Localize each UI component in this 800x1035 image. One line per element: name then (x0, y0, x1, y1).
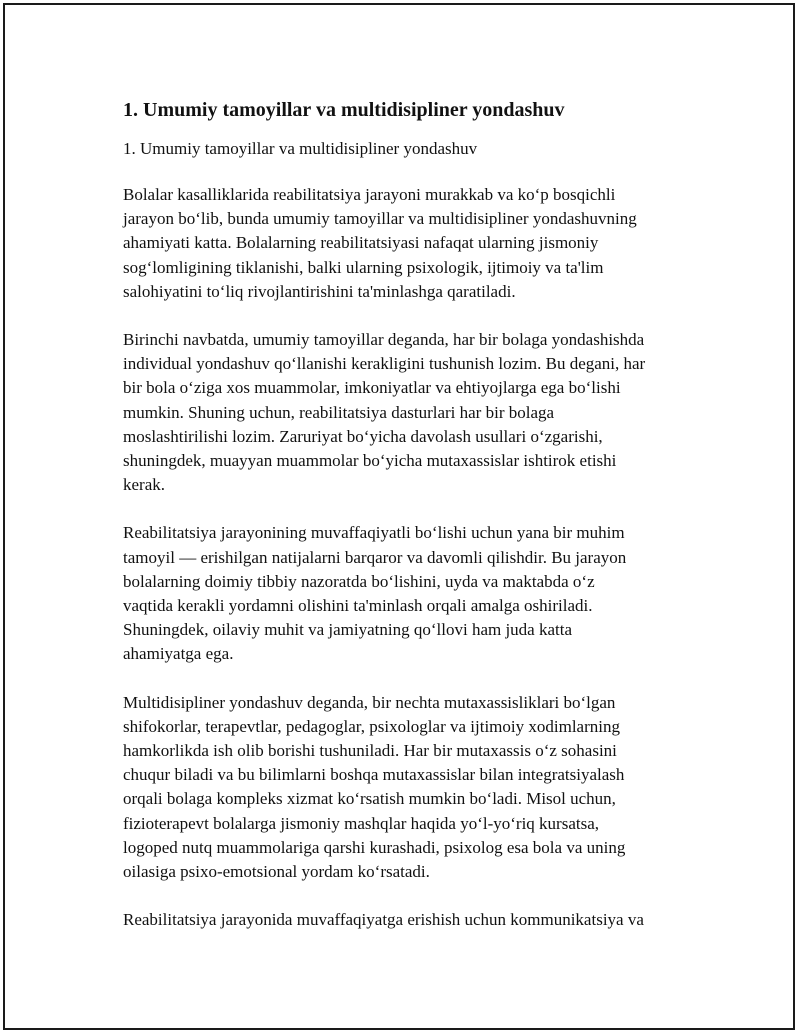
paragraph-line: jarayon bo‘lib, bunda umumiy tamoyillar va multidisipliner yondashuvning (123, 209, 637, 229)
paragraph-line: Reabilitatsiya jarayonida muvaffaqiyatga erishish uchun kommunikatsiya va (123, 910, 644, 930)
paragraph-line: shuningdek, muayyan muammolar bo‘yicha mutaxassislar ishtirok etishi (123, 451, 617, 471)
paragraph-line: fizioterapevt bolalarga jismoniy mashqlar haqida yo‘l-yo‘riq kursatsa, (123, 813, 600, 833)
paragraph-4 (123, 691, 703, 885)
paragraph-5 (123, 908, 703, 932)
paragraph-line: ahamiyati katta. Bolalarning reabilitatsiyasi nafaqat ularning jismoniy (123, 233, 599, 253)
paragraph-line: salohiyatini to‘liq rivojlantirishini ta'minlashga qaratiladi. (123, 281, 516, 301)
paragraph-line: ahamiyatga ega. (123, 644, 234, 664)
paragraph-line: bolalarning doimiy tibbiy nazoratda bo‘lishini, uyda va maktabda o‘z (123, 571, 595, 591)
paragraph-line: logoped nutq muammolariga qarshi kurashadi, psixolog esa bola va uning (123, 837, 626, 857)
paragraph-line: Multidisipliner yondashuv deganda, bir nechta mutaxassisliklari bo‘lgan (123, 692, 616, 712)
paragraph-line: shifokorlar, terapevtlar, pedagoglar, psixologlar va ijtimoiy xodimlarning (123, 716, 620, 736)
paragraph-line: moslashtirilishi lozim. Zaruriyat bo‘yicha davolash usullari o‘zgarishi, (123, 426, 603, 446)
paragraph-line: Bolalar kasalliklarida reabilitatsiya jarayoni murakkab va ko‘p bosqichli (123, 185, 616, 204)
paragraph-line: hamkorlikda ish olib borishi tushuniladi. Har bir mutaxassis o‘z sohasini (123, 741, 617, 761)
paragraph-line: vaqtida kerakli yordamni olishini ta'minlash orqali amalga oshiriladi. (123, 596, 593, 616)
paragraph-line: orqali bolaga kompleks xizmat ko‘rsatish mumkin bo‘ladi. Misol uchun, (123, 789, 616, 809)
paragraph-line: Shuningdek, oilaviy muhit va jamiyatning qo‘llovi ham juda katta (123, 620, 573, 640)
paragraph-line: oilasiga psixo-emotsional yordam ko‘rsatadi. (123, 862, 430, 882)
document-heading: 1. Umumiy tamoyillar va multidisipliner yondashuv (123, 99, 565, 121)
paragraph-2 (123, 328, 703, 497)
paragraph-line: bir bola o‘ziga xos muammolar, imkoniyatlar va ehtiyojlarga ega bo‘lishi (123, 378, 621, 398)
paragraph-line: chuqur biladi va bu bilimlarni boshqa mutaxassislar bilan integratsiyalash (123, 765, 625, 785)
paragraph-line: Birinchi navbatda, umumiy tamoyillar deganda, har bir bolaga yondashishda (123, 330, 645, 350)
paragraph-line: Reabilitatsiya jarayonining muvaffaqiyatli bo‘lishi uchun yana bir muhim (123, 523, 625, 543)
paragraph-1 (123, 183, 703, 304)
paragraph-line: kerak. (123, 475, 166, 495)
paragraph-line: tamoyil — erishilgan natijalarni barqaror va davomli qilishdir. Bu jarayon (123, 547, 627, 567)
document-body (123, 95, 703, 932)
paragraph-line: sog‘lomligining tiklanishi, balki ularning psixologik, ijtimoiy va ta'lim (123, 257, 604, 277)
paragraph-line: mumkin. Shuning uchun, reabilitatsiya dasturlari har bir bolaga (123, 402, 555, 422)
paragraph-3 (123, 521, 703, 666)
paragraph-line: individual yondashuv qo‘llanishi kerakligini tushunish lozim. Bu degani, har (123, 354, 646, 374)
page-frame (3, 3, 795, 1030)
document-subheading: 1. Umumiy tamoyillar va multidisipliner yondashuv (123, 139, 478, 158)
